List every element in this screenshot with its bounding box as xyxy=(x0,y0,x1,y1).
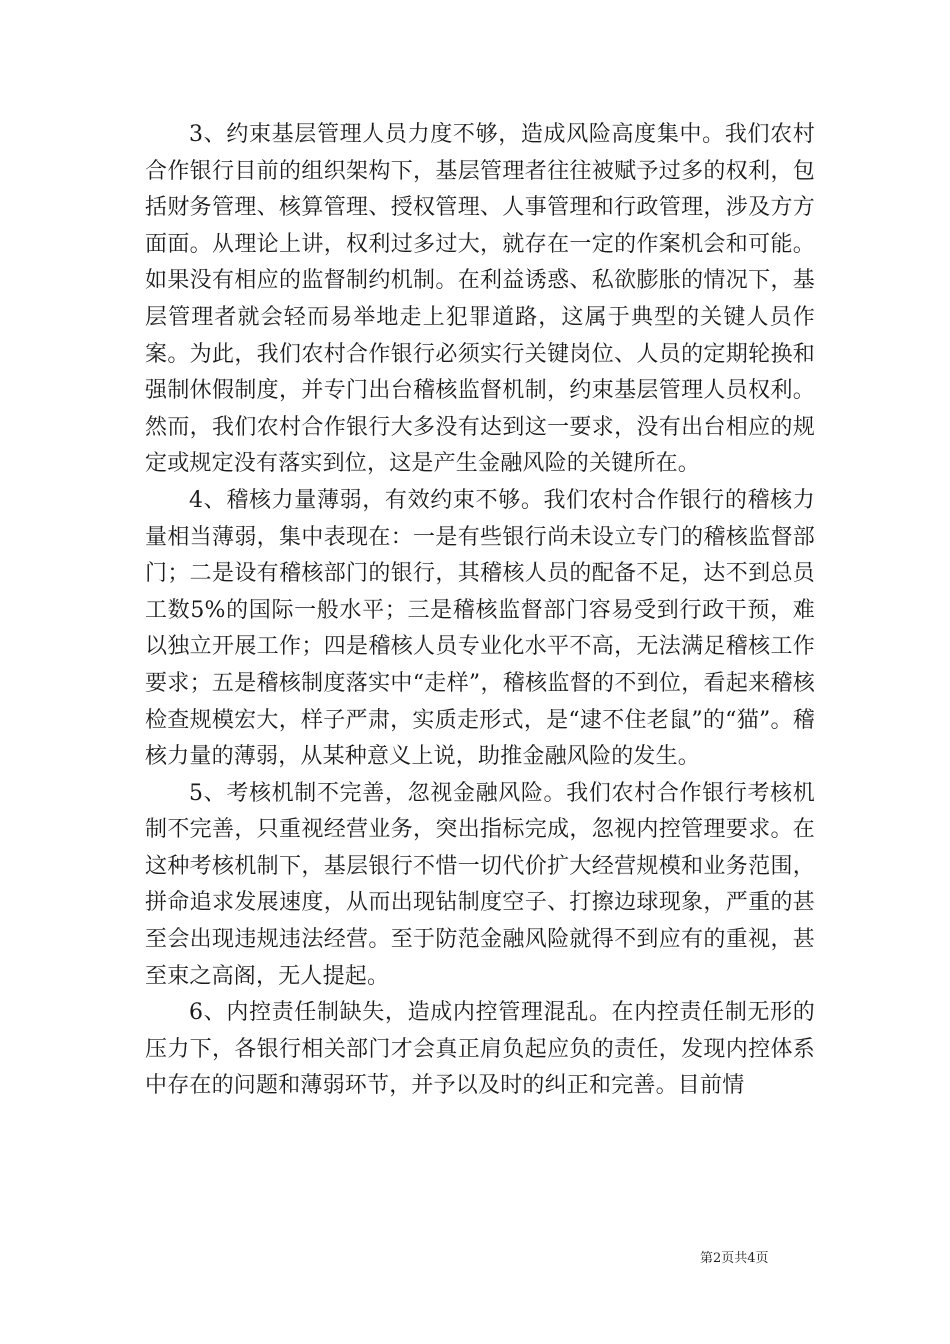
paragraph-5: 5、考核机制不完善，忽视金融风险。我们农村合作银行考核机制不完善，只重视经营业务，突出指标完成，忽视内控管理要求。在这种考核机制下，基层银行不惜一切代价扩大经营规模和业务范围，拼命追求发展速度，从而出现钻制度空子、打擦边球现象，严重的甚至会出现违规违法经营。至于防范金融风险就得不到应有的重视，甚至束之高阁，无人提起。 xyxy=(145,780,815,989)
paragraph-3: 3、约束基层管理人员力度不够，造成风险高度集中。我们农村合作银行目前的组织架构下，基层管理者往往被赋予过多的权利，包括财务管理、核算管理、授权管理、人事管理和行政管理，涉及方方面面。从理论上讲，权利过多过大，就存在一定的作案机会和可能。如果没有相应的监督制约机制。在利益诱惑、私欲膨胀的情况下，基层管理者就会轻而易举地走上犯罪道路，这属于典型的关键人员作案。为此，我们农村合作银行必须实行关键岗位、人员的定期轮换和强制休假制度，并专门出台稽核监督机制，约束基层管理人员权利。然而，我们农村合作银行大多没有达到这一要求，没有出台相应的规定或规定没有落实到位，这是产生金融风险的关键所在。 xyxy=(145,122,815,477)
document-body xyxy=(145,117,815,1105)
paragraph-6: 6、内控责任制缺失，造成内控管理混乱。在内控责任制无形的压力下，各银行相关部门才会真正肩负起应负的责任，发现内控体系中存在的问题和薄弱环节，并予以及时的纠正和完善。目前情 xyxy=(145,1000,815,1099)
page-number-footer: 第2页共4页 xyxy=(700,1251,769,1266)
paragraph-4: 4、稽核力量薄弱，有效约束不够。我们农村合作银行的稽核力量相当薄弱，集中表现在：一是有些银行尚未设立专门的稽核监督部门；二是设有稽核部门的银行，其稽核人员的配备不足，达不到总员工数5%的国际一般水平；三是稽核监督部门容易受到行政干预，难以独立开展工作；四是稽核人员专业化水平不高，无法满足稽核工作要求；五是稽核制度落实中“走样”，稽核监督的不到位，看起来稽核检查规模宏大，样子严肃，实质走形式，是“逮不住老鼠”的“猫”。稽核力量的薄弱，从某种意义上说，助推金融风险的发生。 xyxy=(145,487,815,770)
